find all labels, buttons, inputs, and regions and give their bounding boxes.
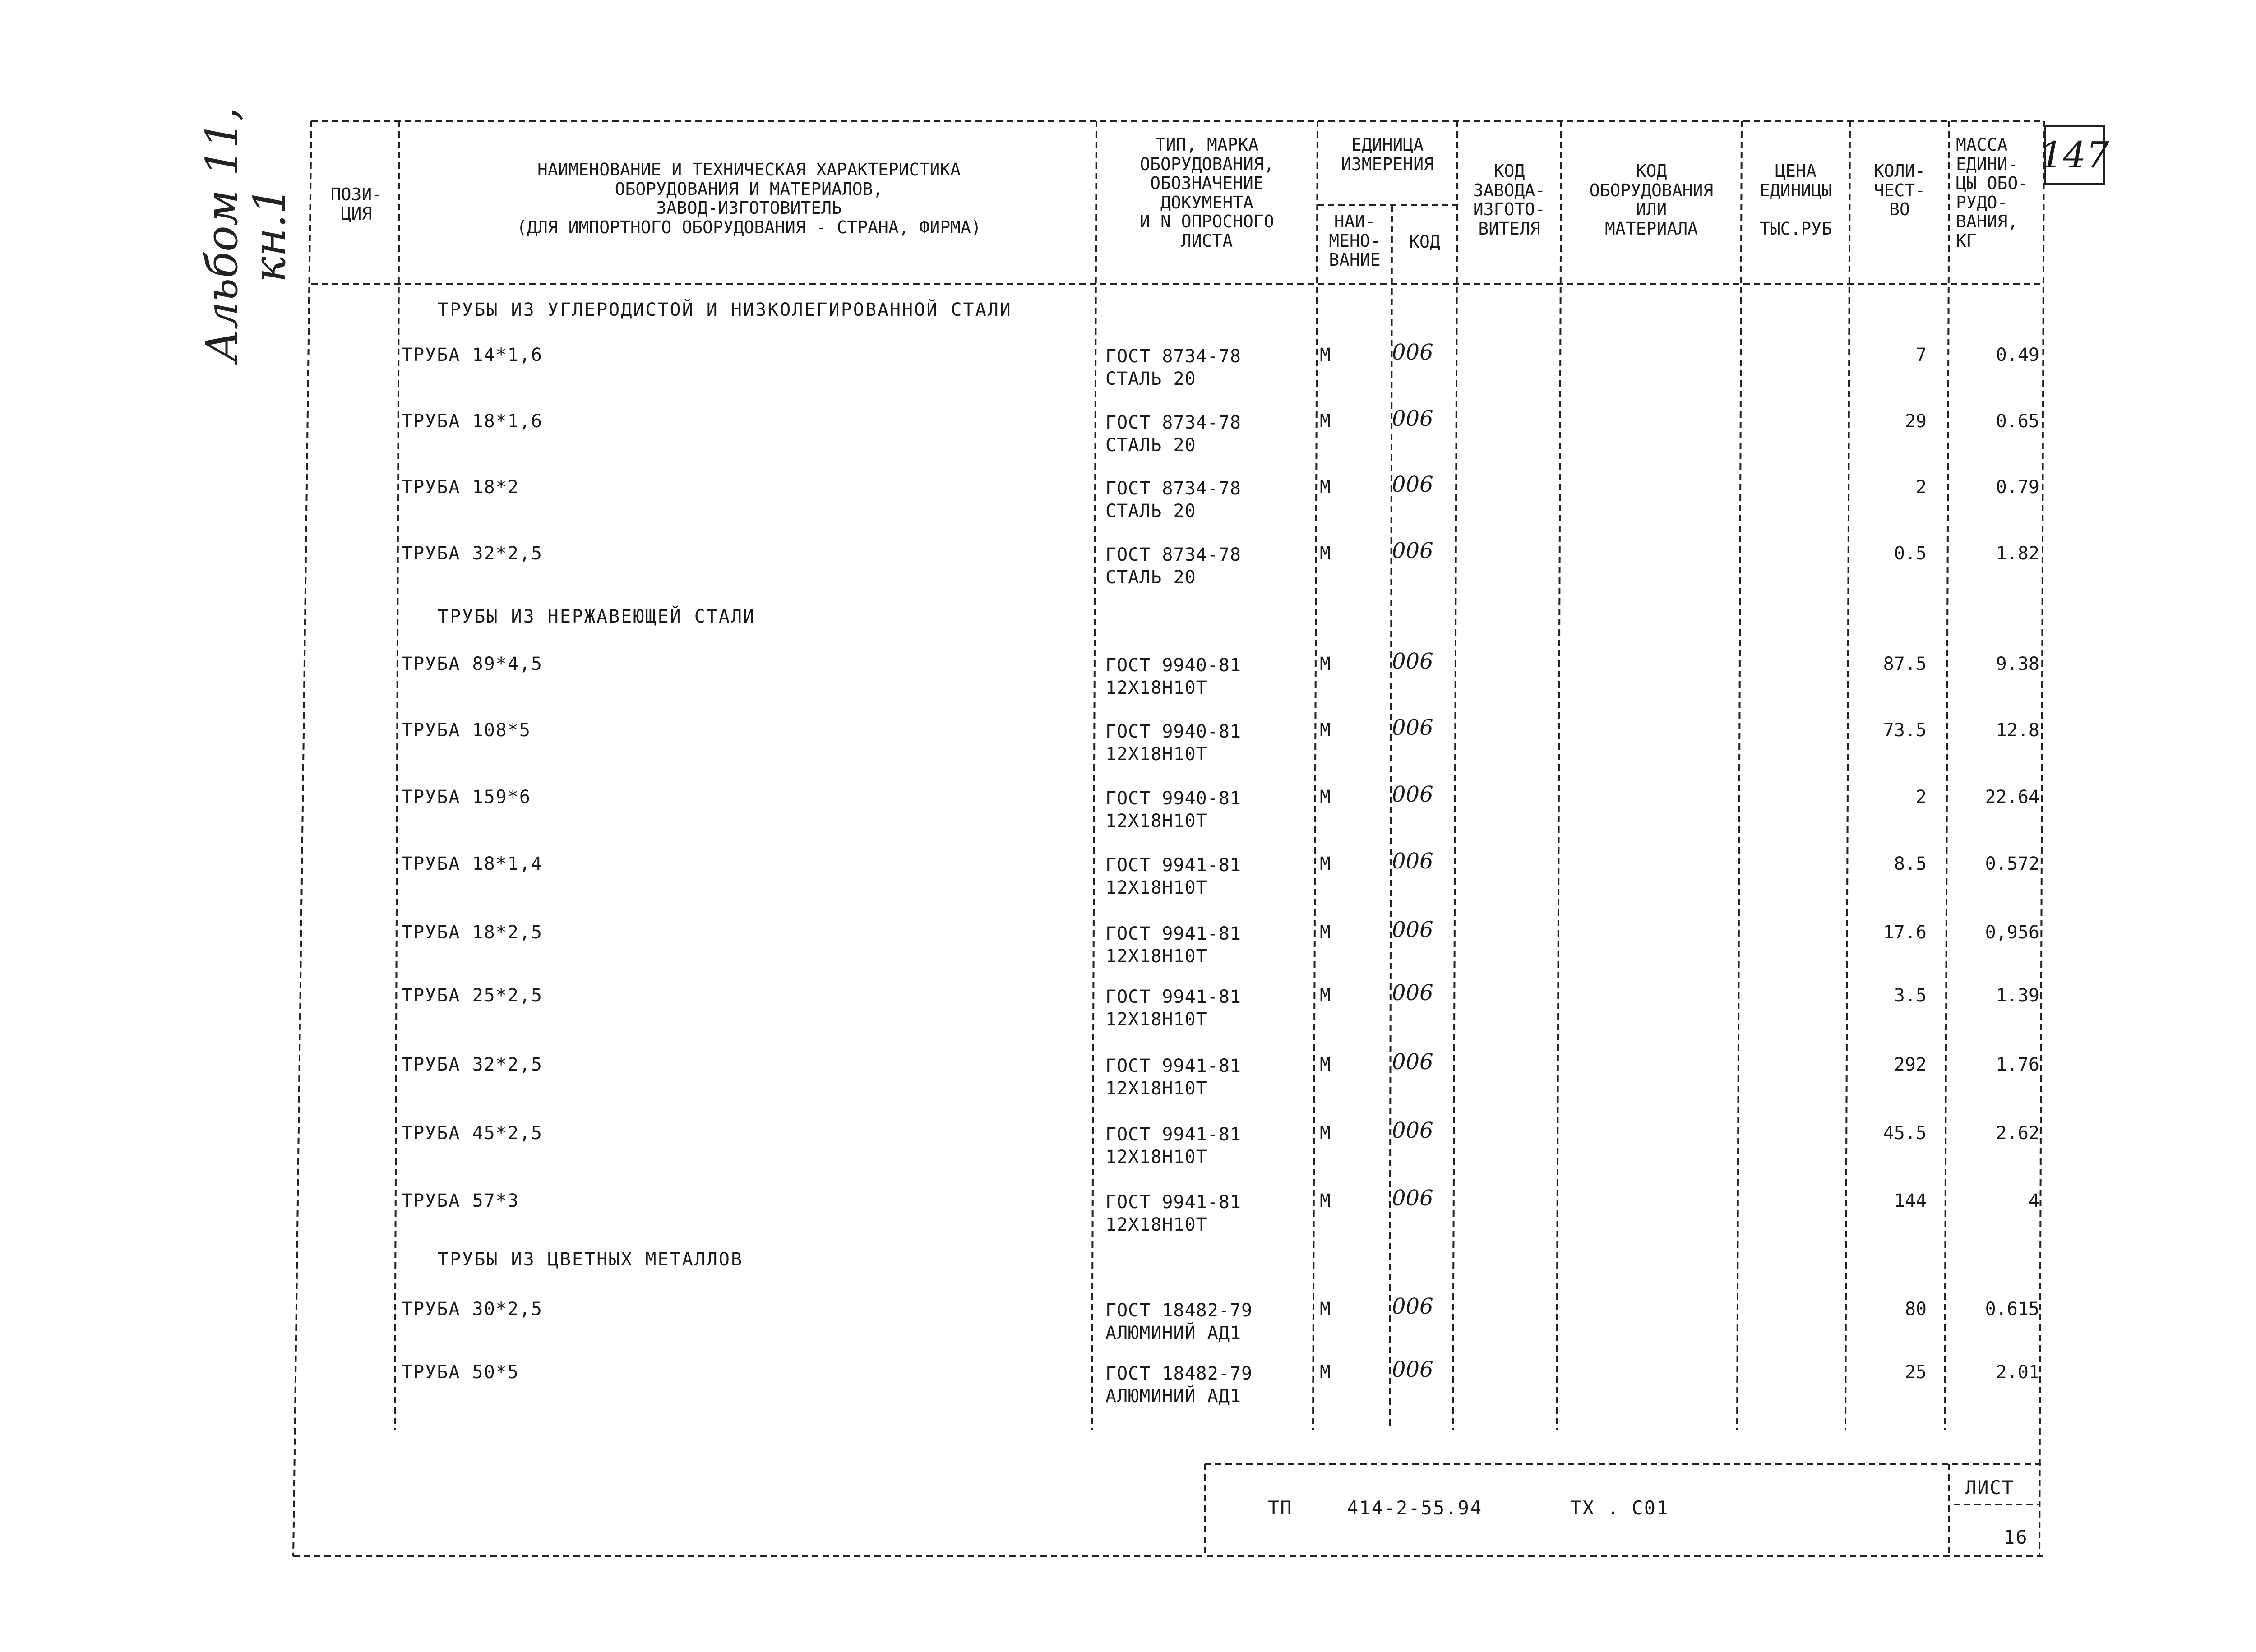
- item-mass: 0.65: [1996, 411, 2039, 432]
- item-doc: ГОСТ 8734-78 СТАЛЬ 20: [1105, 545, 1241, 588]
- item-name: ТРУБА 159*6: [402, 787, 531, 808]
- item-qty: 8.5: [1894, 854, 1927, 874]
- item-mass: 0,956: [1985, 922, 2039, 943]
- header-name: НАИМЕНОВАНИЕ И ТЕХНИЧЕСКАЯ ХАРАКТЕРИСТИКА ОБОРУДОВАНИЯ И МАТЕРИАЛОВ, ЗАВОД-ИЗГОТОВИТЕЛЬ (ДЛЯ ИМПОРТНОГО ОБОРУДОВАНИЯ - СТРАНА, ФИРМА): [517, 160, 981, 237]
- item-qty: 2: [1915, 477, 1927, 498]
- item-doc: ГОСТ 9940-81 12Х18Н10Т: [1105, 721, 1241, 765]
- item-unit: М: [1320, 1123, 1331, 1144]
- item-name: ТРУБА 25*2,5: [402, 985, 543, 1006]
- project-prefix: ТП: [1268, 1497, 1293, 1519]
- item-unit: М: [1320, 477, 1331, 498]
- item-mass: 4: [2028, 1191, 2039, 1211]
- item-unit: М: [1320, 1054, 1331, 1075]
- item-name: ТРУБА 18*2: [402, 477, 519, 498]
- item-mass: 1.82: [1996, 543, 2039, 564]
- item-mass: 0.79: [1996, 477, 2039, 498]
- header-type: ТИП, МАРКА ОБОРУДОВАНИЯ, ОБОЗНАЧЕНИЕ ДОКУМЕНТА И N ОПРОСНОГО ЛИСТА: [1140, 135, 1274, 251]
- item-qty: 2: [1915, 787, 1927, 808]
- item-code: 006: [1392, 406, 1433, 431]
- item-unit: М: [1320, 854, 1331, 874]
- item-doc: ГОСТ 18482-79 АЛЮМИНИЙ АД1: [1105, 1300, 1253, 1343]
- item-doc: ГОСТ 18482-79 АЛЮМИНИЙ АД1: [1105, 1363, 1253, 1407]
- item-doc: ГОСТ 9941-81 12Х18Н10Т: [1105, 987, 1241, 1030]
- item-mass: 1.76: [1996, 1054, 2039, 1075]
- document-mark: ТХ . С01: [1570, 1497, 1669, 1519]
- header-price: ЦЕНА ЕДИНИЦЫ ТЫС.РУБ: [1759, 161, 1832, 239]
- item-doc: ГОСТ 9940-81 12Х18Н10Т: [1105, 788, 1241, 831]
- item-mass: 0.615: [1985, 1299, 2039, 1320]
- item-mass: 9.38: [1996, 654, 2039, 674]
- header-position: ПОЗИ- ЦИЯ: [330, 185, 383, 224]
- item-code: 006: [1392, 849, 1433, 874]
- item-name: ТРУБА 18*1,6: [402, 411, 543, 432]
- item-unit: М: [1320, 985, 1331, 1006]
- item-doc: ГОСТ 9941-81 12Х18Н10Т: [1105, 1192, 1241, 1235]
- item-unit: М: [1320, 787, 1331, 808]
- sheet-stamp: 147: [2044, 125, 2105, 185]
- item-name: ТРУБА 45*2,5: [402, 1123, 543, 1144]
- item-doc: ГОСТ 9941-81 12Х18Н10Т: [1105, 855, 1241, 898]
- item-qty: 0.5: [1894, 543, 1927, 564]
- item-doc: ГОСТ 8734-78 СТАЛЬ 20: [1105, 478, 1241, 521]
- section-title-stainless-steel: ТРУБЫ ИЗ НЕРЖАВЕЮЩЕЙ СТАЛИ: [438, 606, 756, 627]
- item-unit: М: [1320, 654, 1331, 674]
- header-mass: МАССА ЕДИНИ- ЦЫ ОБО- РУДО- ВАНИЯ, КГ: [1956, 135, 2029, 251]
- album-note: Альбом 11, кн.1: [197, 107, 295, 362]
- item-qty: 3.5: [1894, 985, 1927, 1006]
- item-code: 006: [1392, 340, 1433, 365]
- item-unit: М: [1320, 543, 1331, 564]
- item-doc: ГОСТ 9941-81 12Х18Н10Т: [1105, 923, 1241, 967]
- item-qty: 80: [1905, 1299, 1927, 1320]
- item-unit: М: [1320, 345, 1331, 365]
- item-name: ТРУБА 57*3: [402, 1191, 519, 1211]
- item-code: 006: [1392, 1118, 1433, 1143]
- item-doc: ГОСТ 8734-78 СТАЛЬ 20: [1105, 412, 1241, 456]
- item-code: 006: [1392, 917, 1433, 942]
- item-code: 006: [1392, 538, 1433, 563]
- item-name: ТРУБА 89*4,5: [402, 654, 543, 674]
- item-code: 006: [1392, 980, 1433, 1006]
- item-code: 006: [1392, 782, 1433, 807]
- item-mass: 1.39: [1996, 985, 2039, 1006]
- header-unit-name: НАИ- МЕНО- ВАНИЕ: [1329, 212, 1381, 270]
- section-title-carbon-steel: ТРУБЫ ИЗ УГЛЕРОДИСТОЙ И НИЗКОЛЕГИРОВАННОЙ СТАЛИ: [438, 300, 1012, 320]
- item-code: 006: [1392, 1186, 1433, 1211]
- item-qty: 17.6: [1883, 922, 1927, 943]
- item-name: ТРУБА 108*5: [402, 720, 531, 741]
- item-qty: 7: [1915, 345, 1927, 365]
- item-mass: 2.01: [1996, 1362, 2039, 1383]
- item-code: 006: [1392, 649, 1433, 674]
- item-unit: М: [1320, 1191, 1331, 1211]
- header-unit-group: ЕДИНИЦА ИЗМЕРЕНИЯ: [1341, 135, 1434, 174]
- header-equip-code: КОД ОБОРУДОВАНИЯ ИЛИ МАТЕРИАЛА: [1589, 161, 1714, 239]
- item-doc: ГОСТ 9940-81 12Х18Н10Т: [1105, 655, 1241, 698]
- item-code: 006: [1392, 1357, 1433, 1382]
- item-doc: ГОСТ 9941-81 12Х18Н10Т: [1105, 1124, 1241, 1167]
- item-mass: 0.49: [1996, 345, 2039, 365]
- item-unit: М: [1320, 720, 1331, 741]
- item-qty: 73.5: [1883, 720, 1927, 741]
- item-mass: 22.64: [1985, 787, 2039, 808]
- item-qty: 45.5: [1883, 1123, 1927, 1144]
- header-plant-code: КОД ЗАВОДА- ИЗГОТО- ВИТЕЛЯ: [1473, 161, 1546, 239]
- item-unit: М: [1320, 1362, 1331, 1383]
- item-unit: М: [1320, 411, 1331, 432]
- item-name: ТРУБА 18*1,4: [402, 854, 543, 874]
- item-code: 006: [1392, 472, 1433, 497]
- item-qty: 25: [1905, 1362, 1927, 1383]
- item-doc: ГОСТ 9941-81 12Х18Н10Т: [1105, 1056, 1241, 1099]
- item-mass: 12.8: [1996, 720, 2039, 741]
- sheet-number: 16: [2003, 1526, 2028, 1548]
- sheet-label: ЛИСТ: [1965, 1477, 2015, 1499]
- section-title-nonferrous: ТРУБЫ ИЗ ЦВЕТНЫХ МЕТАЛЛОВ: [438, 1249, 744, 1270]
- item-unit: М: [1320, 1299, 1331, 1320]
- item-mass: 0.572: [1985, 854, 2039, 874]
- item-qty: 144: [1894, 1191, 1927, 1211]
- item-code: 006: [1392, 1049, 1433, 1075]
- header-qty: КОЛИ- ЧЕСТ- ВО: [1873, 161, 1926, 220]
- item-name: ТРУБА 50*5: [402, 1362, 519, 1383]
- project-number: 414-2-55.94: [1347, 1497, 1483, 1519]
- item-name: ТРУБА 32*2,5: [402, 1054, 543, 1075]
- item-code: 006: [1392, 1294, 1433, 1319]
- item-name: ТРУБА 18*2,5: [402, 922, 543, 943]
- item-qty: 292: [1894, 1054, 1927, 1075]
- item-name: ТРУБА 30*2,5: [402, 1299, 543, 1320]
- item-unit: М: [1320, 922, 1331, 943]
- item-mass: 2.62: [1996, 1123, 2039, 1144]
- item-qty: 87.5: [1883, 654, 1927, 674]
- item-name: ТРУБА 32*2,5: [402, 543, 543, 564]
- item-code: 006: [1392, 715, 1433, 740]
- item-qty: 29: [1905, 411, 1927, 432]
- header-unit-code: КОД: [1409, 232, 1440, 252]
- item-doc: ГОСТ 8734-78 СТАЛЬ 20: [1105, 346, 1241, 389]
- item-name: ТРУБА 14*1,6: [402, 345, 543, 365]
